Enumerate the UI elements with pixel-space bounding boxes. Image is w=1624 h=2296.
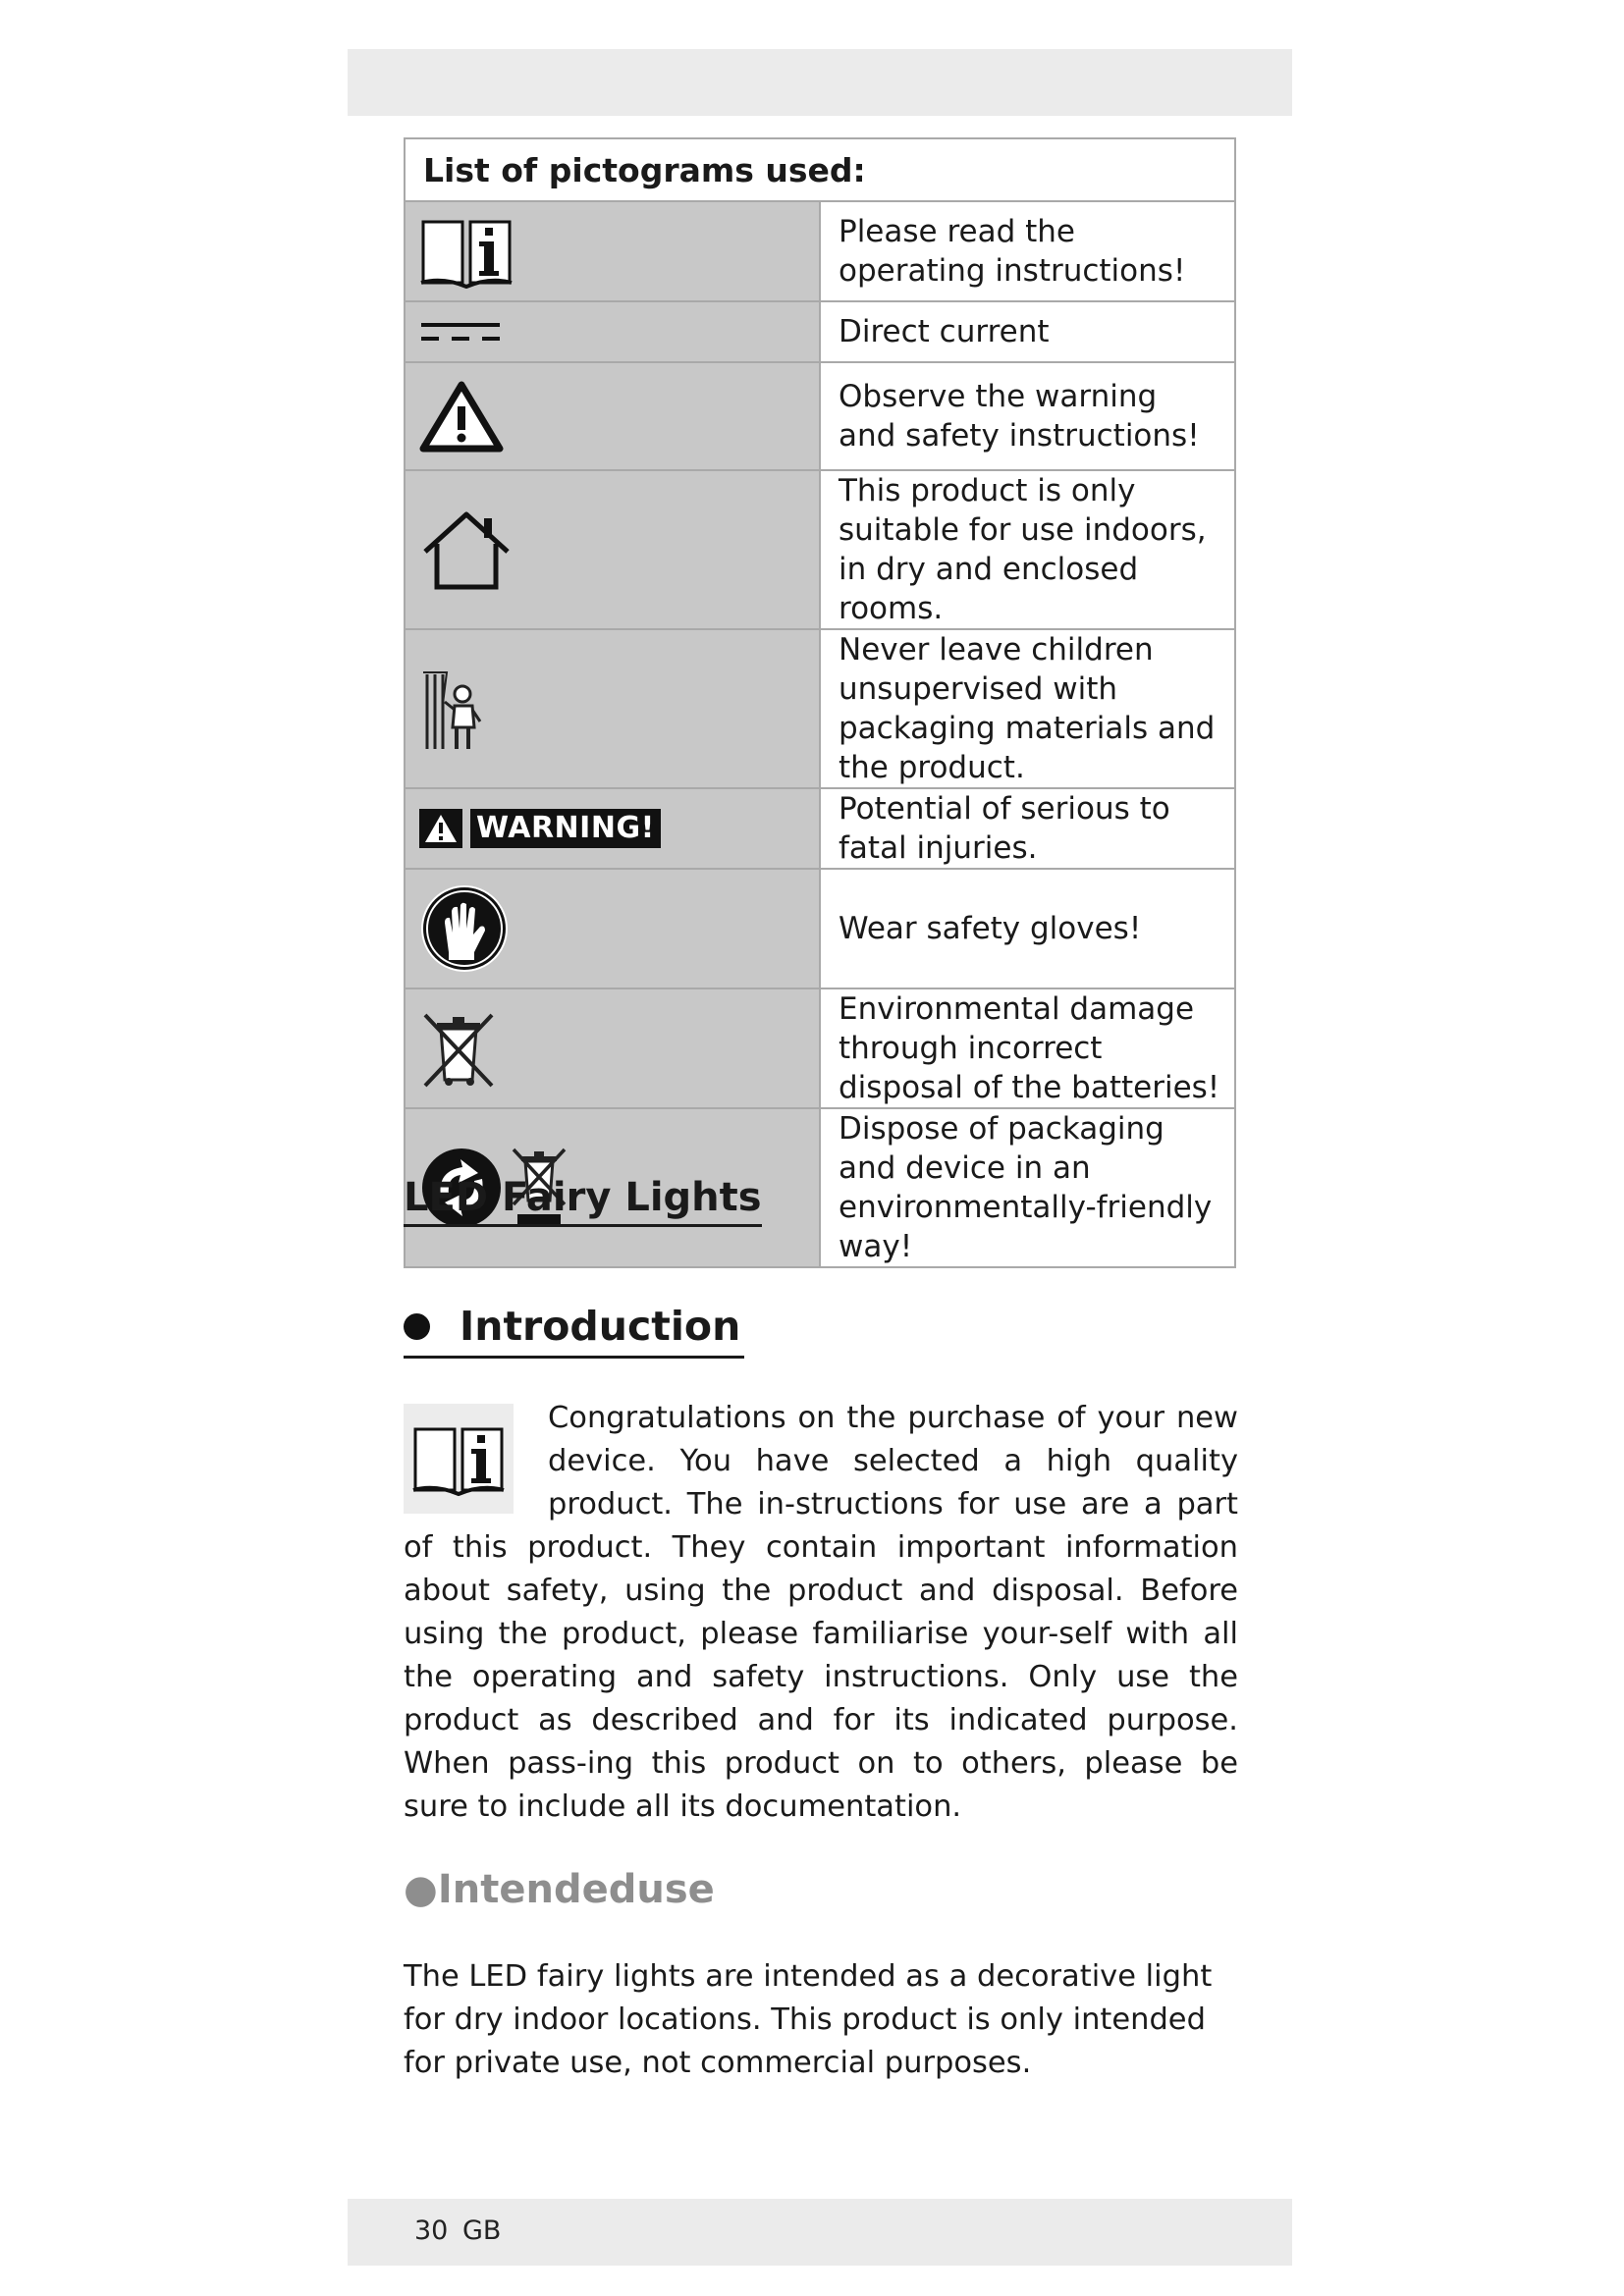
book-info-icon: [419, 214, 514, 289]
table-symbol-cell: [405, 988, 820, 1108]
introduction-heading: [404, 1301, 744, 1359]
warning-triangle-icon: [419, 379, 504, 454]
pictogram-table: [404, 137, 1236, 1268]
house-icon: [419, 508, 514, 591]
introduction-body: Congratulations on the purchase of your new device. You have selected a high quality product. The in-structions for use are a part of this product. They contain important information about safety, using the product and disposal. Before using the product, please familiarise your-self with all the operating and safety instructions. Only use the product as described and for its indicated purpose. When pass-ing this product on to others, please be sure to include all its documentation.: [404, 1401, 1238, 1824]
introduction-paragraph: [404, 1397, 1238, 1829]
table-header: List of pictograms used:: [405, 138, 1235, 201]
table-row: [405, 301, 1235, 362]
child-packaging-icon: [419, 665, 488, 753]
warning-label-icon: [406, 809, 819, 848]
warning-label: WARNING!: [470, 809, 661, 848]
crossed-bin-icon: [419, 1007, 498, 1090]
bullet-dot-icon: [404, 1313, 430, 1340]
page-number: 30: [414, 2216, 449, 2246]
table-text-cell: Please read the operating instructions!: [820, 201, 1235, 301]
table-text-cell: Wear safety gloves!: [820, 869, 1235, 988]
direct-current-icon: [419, 317, 502, 347]
table-row: [405, 362, 1235, 470]
table-symbol-cell: [405, 470, 820, 629]
table-symbol-cell: [405, 362, 820, 470]
table-symbol-cell: [405, 869, 820, 988]
section-title: LED Fairy Lights: [404, 1173, 762, 1227]
table-row: [405, 629, 1235, 788]
table-row: [405, 470, 1235, 629]
header-band: [348, 49, 1292, 116]
table-text-cell: Direct current: [820, 301, 1235, 362]
table-header-row: [405, 138, 1235, 201]
safety-gloves-icon: [419, 883, 510, 974]
table-row: [405, 201, 1235, 301]
table-symbol-cell: [405, 629, 820, 788]
warning-small-triangle-icon: [419, 809, 462, 848]
table-row: [405, 869, 1235, 988]
intended-use-paragraph: The LED fairy lights are intended as a decorative light for dry indoor locations. This product is only intended for private use, not commercial purposes.: [404, 1959, 1213, 2080]
intended-use-heading: ●Intendeduse: [404, 1867, 715, 1912]
table-row: [405, 788, 1235, 869]
table-text-cell: Never leave children unsupervised with packaging materials and the product.: [820, 629, 1235, 788]
table-text-cell: Observe the warning and safety instructions!: [820, 362, 1235, 470]
table-row: [405, 988, 1235, 1108]
icon-spacer: [404, 1397, 548, 1526]
table-symbol-cell: [405, 301, 820, 362]
table-text-cell: Environmental damage through incorrect disposal of the batteries!: [820, 988, 1235, 1108]
language-code: GB: [461, 2216, 502, 2246]
footer: [414, 2216, 501, 2246]
introduction-title: Introduction: [460, 1303, 741, 1350]
table-symbol-cell: [405, 788, 820, 869]
table-text-cell: Dispose of packaging and device in an environmentally-friendly way!: [820, 1108, 1235, 1267]
table-symbol-cell: [405, 201, 820, 301]
table-text-cell: Potential of serious to fatal injuries.: [820, 788, 1235, 869]
table-text-cell: This product is only suitable for use indoors, in dry and enclosed rooms.: [820, 470, 1235, 629]
